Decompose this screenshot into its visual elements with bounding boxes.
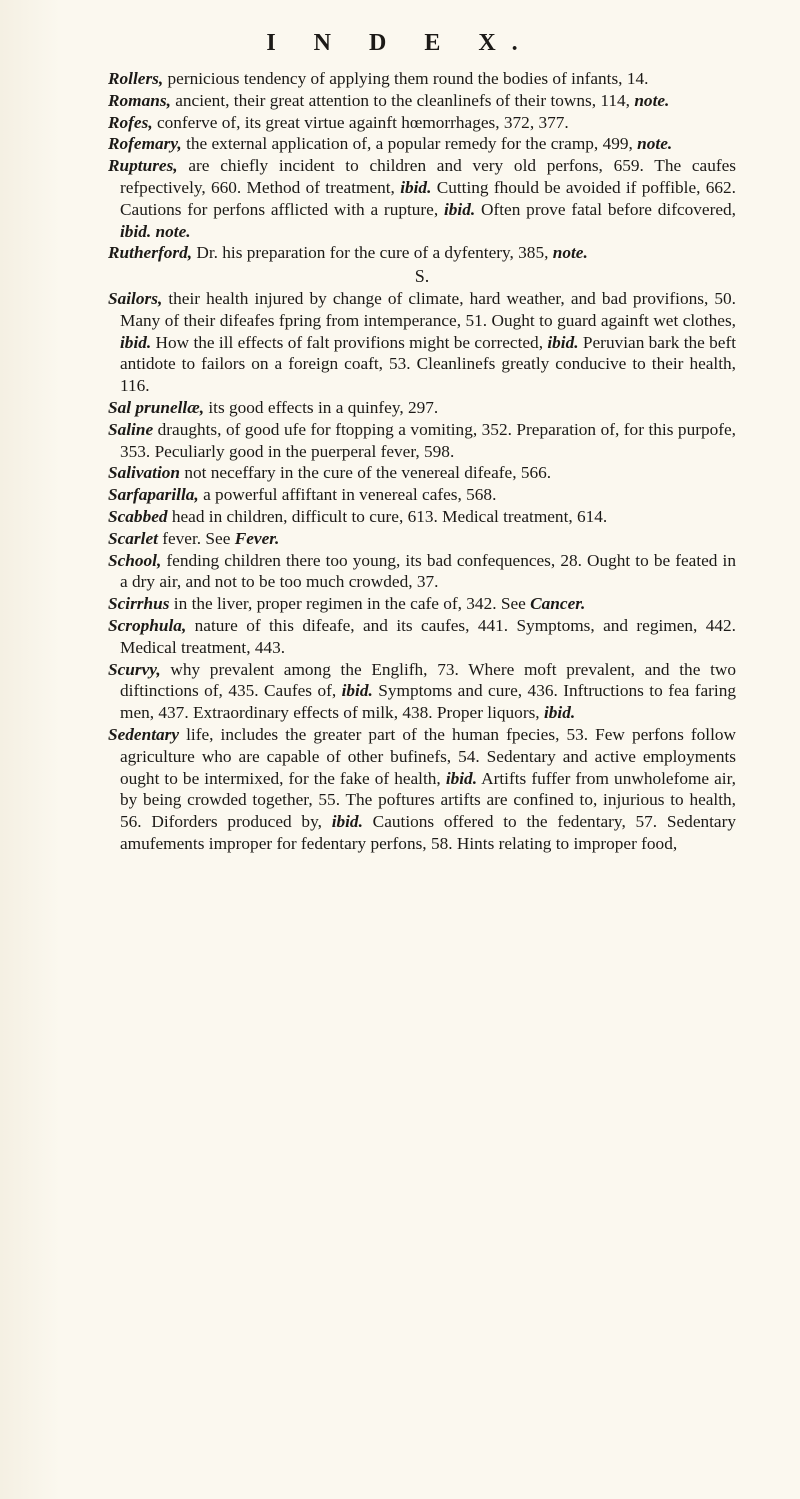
- entry-note: note.: [634, 90, 670, 110]
- entry-text: a powerful affiftant in venereal cafes, 568.: [198, 485, 497, 505]
- index-entry: [108, 288, 736, 397]
- entry-headword: Rutherford,: [108, 243, 193, 263]
- entry-ibid: ibid.: [120, 332, 152, 352]
- entry-text: head in children, difficult to cure, 613. Medical treatment, 614.: [167, 506, 608, 526]
- entry-headword: Scurvy,: [108, 659, 161, 679]
- entry-headword: Salivation: [108, 463, 181, 483]
- index-entry: [108, 528, 736, 550]
- entry-headword: Scrophula,: [108, 615, 187, 635]
- entry-text: Artifts fuffer from unwholefome air, by being crowded together, 55. The poftures artifts are confined to, injurious to health, 56. Diforders produced by,: [120, 768, 736, 832]
- entry-text: their health injured by change of climate, hard weather, and bad provifions, 50. Many of their difeafes fpring from intemperance, 51. Ought to guard againft wet clothes,: [120, 288, 736, 330]
- index-entry: [108, 724, 736, 855]
- index-entry: [108, 112, 736, 134]
- entry-text: ancient, their great attention to the cleanlinefs of their towns, 114,: [170, 90, 635, 110]
- index-entry: [108, 506, 736, 528]
- entry-headword: Scarlet: [108, 528, 158, 548]
- entry-text: Symptoms and cure, 436. Inftructions to fea faring men, 437. Extraordinary effects of milk, 438. Proper liquors,: [120, 681, 736, 723]
- entry-text: fever. See: [157, 528, 235, 548]
- entry-text: are chiefly incident to children and very old perfons, 659. The caufes refpectively, 660. Method of treatment,: [120, 156, 736, 197]
- entry-text: its good effects in a quinfey, 297.: [204, 397, 439, 417]
- entry-text: How the ill effects of falt provifions might be corrected,: [151, 332, 548, 352]
- index-entry: [108, 484, 736, 506]
- entry-headword: Sailors,: [108, 288, 163, 308]
- entry-text: in the liver, proper regimen in the cafe of, 342. See: [169, 594, 531, 614]
- entry-text: nature of this difeafe, and its caufes, 441. Symptoms, and regimen, 442. Medical treatment, 443.: [120, 615, 736, 657]
- index-entry: [108, 659, 736, 724]
- entry-text: Often prove fatal before difcovered,: [475, 199, 736, 219]
- entry-headword: Ruptures,: [108, 156, 178, 176]
- entry-note: note.: [552, 243, 588, 263]
- entry-headword: Rofes,: [108, 112, 153, 132]
- entry-headword: Rollers,: [108, 69, 164, 88]
- entry-headword: Romans,: [108, 90, 171, 110]
- entry-note: note.: [637, 134, 673, 154]
- entry-text: life, includes the greater part of the human fpecies, 53. Few perfons follow agriculture who are capable of other bufinefs, 54. Sedentary and active employments ought to be intermixed, for the fake of health,: [120, 724, 736, 788]
- index-entry: [108, 68, 736, 90]
- entry-ibid: ibid.: [331, 812, 363, 832]
- entry-text: Cutting fhould be avoided if poffible, 662. Cautions for perfons afflicted with a rupture,: [120, 177, 736, 219]
- index-entry: [108, 242, 736, 264]
- entry-headword: Saline: [108, 419, 154, 439]
- section-letter: S.: [414, 266, 430, 287]
- entry-ibid: ibid.: [443, 199, 476, 219]
- entry-ibid: ibid.: [543, 703, 576, 723]
- entry-text: Dr. his preparation for the cure of a dyfentery, 385,: [192, 243, 553, 263]
- entry-ibid: ibid.: [341, 681, 373, 701]
- entry-text: why prevalent among the Englifh, 73. Where moft prevalent, and the two diftinctions of, 435. Caufes of,: [120, 659, 736, 701]
- entry-headword: Scirrhus: [108, 594, 170, 614]
- index-entry: [108, 133, 736, 155]
- entry-ibid: ibid. note.: [120, 221, 191, 241]
- page-header: I N D E X.: [266, 30, 534, 56]
- entry-headword: Sarfaparilla,: [108, 485, 199, 505]
- entry-headword: Sal prunellæ,: [108, 397, 205, 417]
- entry-text: Peruvian bark the beft antidote to failors on a foreign coaft, 53. Cleanlinefs greatly conducive to their health, 116.: [120, 332, 736, 396]
- entry-text: pernicious tendency of applying them round the bodies of infants, 14.: [163, 69, 649, 88]
- entry-ibid: ibid.: [445, 768, 478, 788]
- index-entries: [108, 68, 736, 855]
- entry-see-also: Cancer.: [530, 594, 586, 614]
- entry-ibid: ibid.: [547, 332, 579, 352]
- entry-text: draughts, of good ufe for ftopping a vomiting, 352. Preparation of, for this purpofe, 353. Peculiarly good in the puerperal fever, 598.: [120, 419, 736, 461]
- index-entry: [108, 397, 736, 419]
- index-entry: [108, 593, 736, 615]
- index-entry: [108, 615, 736, 659]
- entry-text: conferve of, its great virtue againft hœmorrhages, 372, 377.: [152, 112, 569, 132]
- entry-text: fending children there too young, its bad confequences, 28. Ought to be feated in a dry air, and not to be too much crowded, 37.: [120, 550, 736, 592]
- entry-text: Cautions offered to the fedentary, 57. Sedentary amufements improper for fedentary perfons, 58. Hints relating to improper food,: [120, 812, 736, 853]
- index-entry: [108, 550, 736, 594]
- entry-headword: Rofemary,: [108, 134, 182, 154]
- index-entry: [108, 90, 736, 112]
- entry-text: not neceffary in the cure of the venereal difeafe, 566.: [180, 463, 552, 483]
- entry-headword: Scabbed: [108, 506, 168, 526]
- entry-headword: Sedentary: [108, 724, 180, 744]
- entry-text: the external application of, a popular remedy for the cramp, 499,: [181, 134, 638, 154]
- entry-ibid: ibid.: [400, 177, 432, 197]
- index-entry: [108, 419, 736, 463]
- index-entry: [108, 462, 736, 484]
- entry-headword: School,: [108, 550, 162, 570]
- entry-see-also: Fever.: [234, 528, 280, 548]
- index-entry: [108, 155, 736, 242]
